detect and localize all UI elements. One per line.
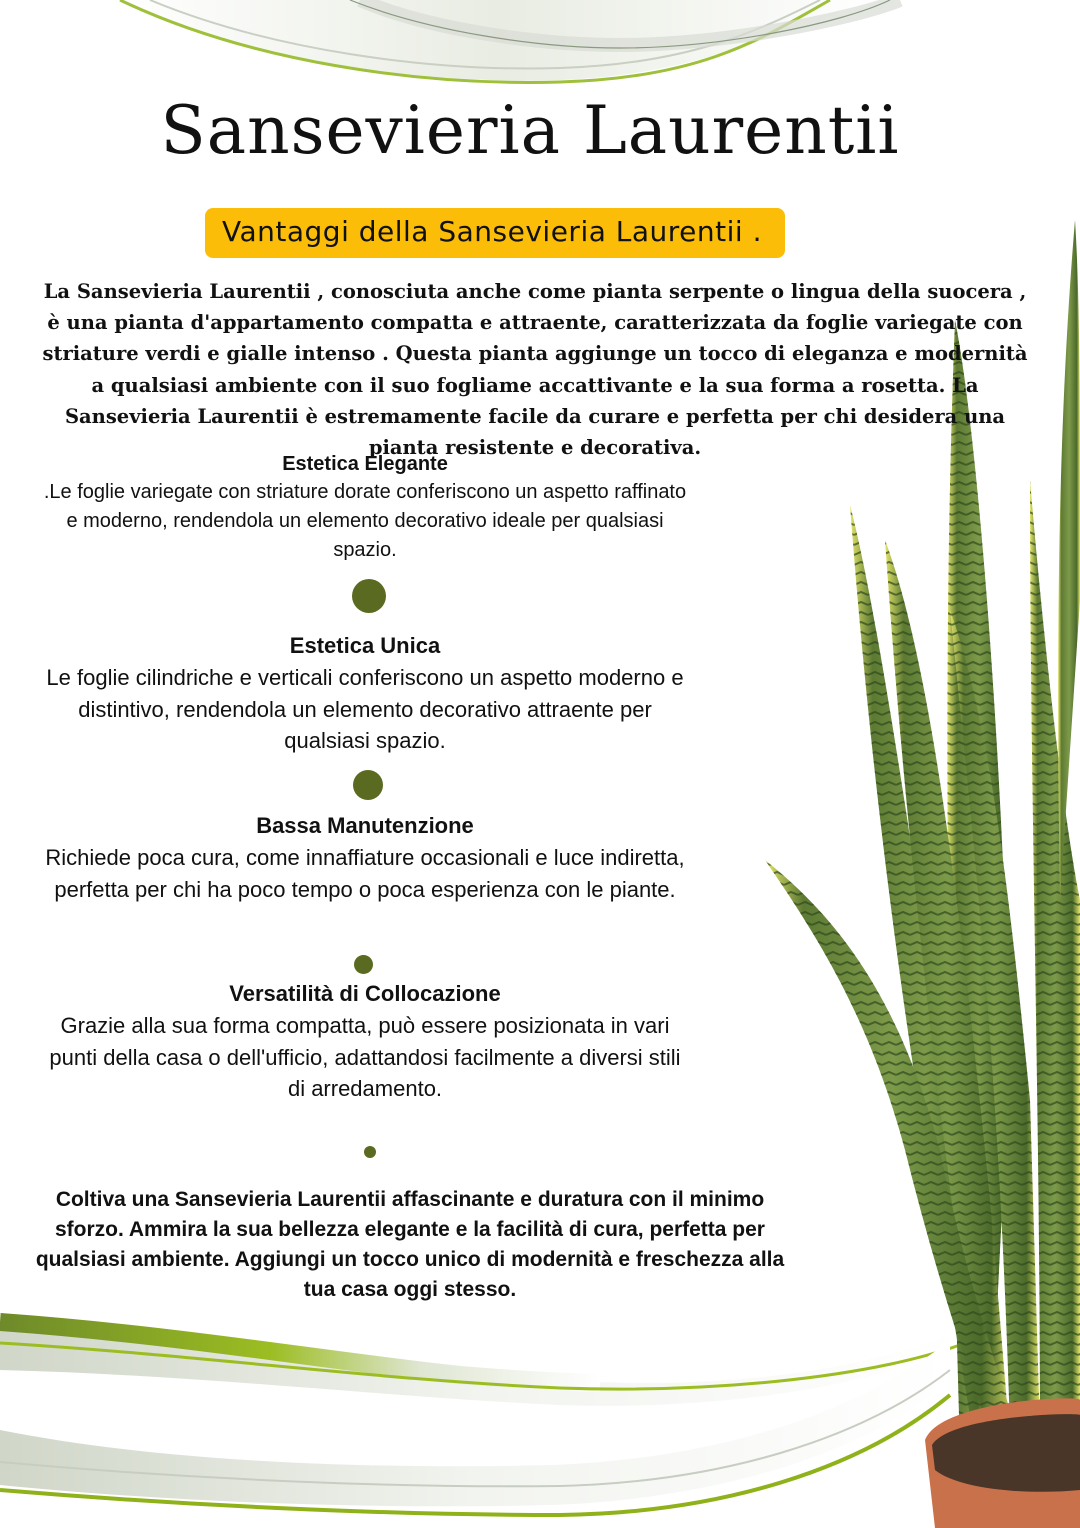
feature-text: Le foglie cilindriche e verticali conferiscono un aspetto moderno e distintivo, rendendola un elemento decorativo attraente per qualsiasi spazio.	[46, 665, 684, 753]
feature-bassa-manutenzione	[40, 810, 690, 905]
bullet-dot-icon	[364, 1146, 376, 1158]
benefits-banner: Vantaggi della Sansevieria Laurentii .	[205, 208, 785, 258]
feature-heading: Bassa Manutenzione	[256, 813, 474, 838]
feature-text: .Le foglie variegate con striature dorate conferiscono un aspetto raffinato e moderno, rendendola un elemento decorativo ideale per qualsiasi spazio.	[43, 481, 687, 561]
feature-versatilita-collocazione	[40, 978, 690, 1105]
feature-heading: Versatilità di Collocazione	[229, 981, 501, 1006]
feature-text: Grazie alla sua forma compatta, può essere posizionata in vari punti della casa o dell'ufficio, adattandosi facilmente a diversi stili di arredamento.	[49, 1013, 681, 1101]
feature-heading: Estetica Unica	[289, 633, 441, 658]
bullet-dot-icon	[352, 579, 386, 613]
intro-paragraph: La Sansevieria Laurentii , conosciuta anche come pianta serpente o lingua della suocera , è una pianta d'appartamento compatta e attraente, caratterizzata da foglie variegate con striature verdi e gialle intenso . Questa pianta aggiunge un tocco di eleganza e modernità a qualsiasi ambiente con il suo fogliame accattivante e la sua forma a rosetta. La Sansevieria Laurentii è estremamente facile da curare e perfetta per chi desidera una pianta resistente e decorativa.	[42, 280, 1028, 460]
feature-heading: Estetica Elegante	[282, 453, 448, 475]
bullet-dot-icon	[354, 955, 373, 974]
feature-estetica-elegante	[40, 450, 690, 565]
bullet-dot-icon	[353, 770, 383, 800]
feature-estetica-unica	[40, 630, 690, 757]
page-title: Sansevieria Laurentii	[160, 92, 900, 169]
closing-paragraph: Coltiva una Sansevieria Laurentii affascinante e duratura con il minimo sforzo. Ammira la sua bellezza elegante e la facilità di cura, perfetta per qualsiasi ambiente. Aggiungi un tocco unico di modernità e freschezza alla tua casa oggi stesso.	[35, 1188, 785, 1301]
feature-text: Richiede poca cura, come innaffiature occasionali e luce indiretta, perfetta per chi ha poco tempo o poca esperienza con le piante.	[45, 845, 685, 902]
